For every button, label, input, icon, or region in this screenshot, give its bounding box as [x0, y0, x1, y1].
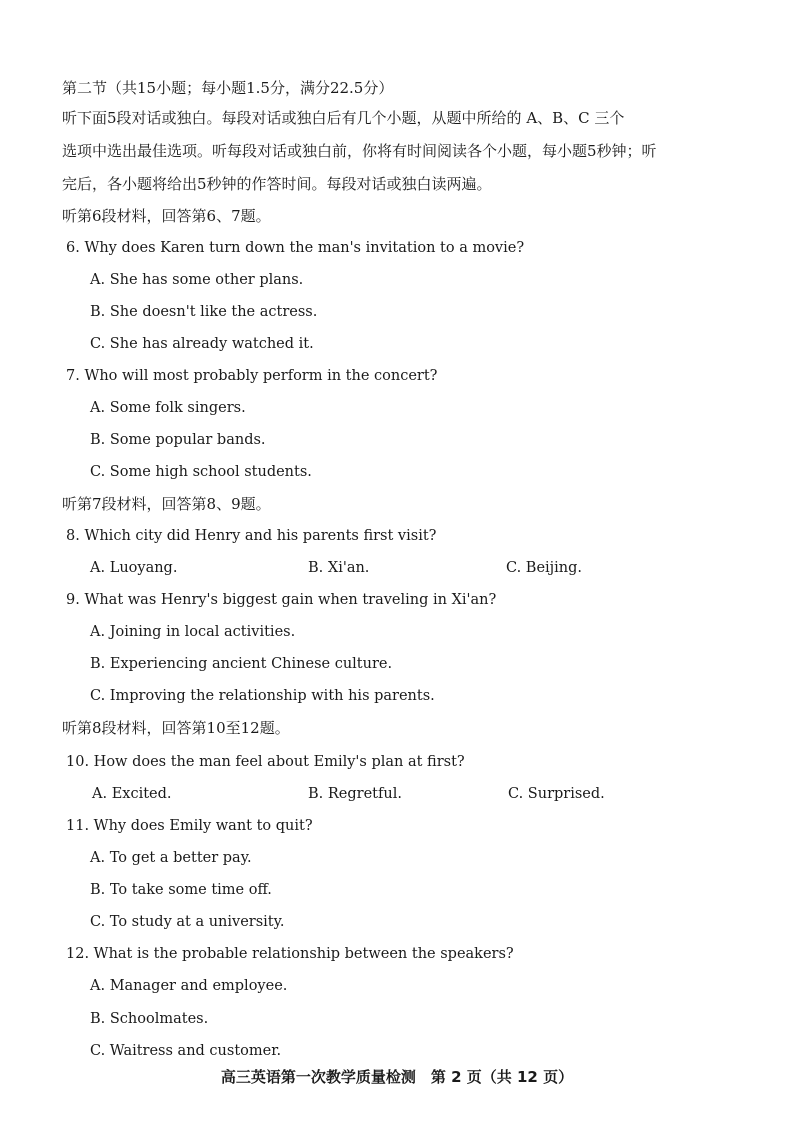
question-8-option-b: B. Xi'an. — [308, 560, 370, 576]
group-heading-8: 听第8段材料，回答第10至12题。 — [62, 719, 290, 737]
question-9-option-b: B. Experiencing ancient Chinese culture. — [90, 656, 393, 672]
question-6-option-b: B. She doesn't like the actress. — [90, 304, 318, 320]
question-9-option-c: C. Improving the relationship with his parents. — [90, 688, 435, 704]
question-10-stem: 10. How does the man feel about Emily's plan at first? — [66, 754, 465, 770]
question-12-option-c: C. Waitress and customer. — [90, 1043, 282, 1059]
section-title: 第二节（共15小题；每小题1.5分，满分22.5分） — [62, 79, 394, 97]
question-8-option-c: C. Beijing. — [506, 560, 583, 576]
group-heading-6: 听第6段材料，回答第6、7题。 — [62, 207, 271, 225]
group-heading-7: 听第7段材料，回答第8、9题。 — [62, 495, 271, 513]
question-6-option-c: C. She has already watched it. — [90, 336, 314, 352]
question-8-stem: 8. Which city did Henry and his parents first visit? — [66, 528, 437, 544]
question-7-option-a: A. Some folk singers. — [90, 400, 246, 416]
question-6-stem: 6. Why does Karen turn down the man's invitation to a movie? — [66, 240, 525, 256]
instruction-line-3: 完后，各小题将给出5秒钟的作答时间。每段对话或独白读两遍。 — [62, 175, 492, 193]
question-11-option-a: A. To get a better pay. — [90, 850, 252, 866]
question-9-option-a: A. Joining in local activities. — [90, 624, 296, 640]
question-7-option-b: B. Some popular bands. — [90, 432, 266, 448]
question-12-option-b: B. Schoolmates. — [90, 1011, 209, 1027]
question-10-option-a: A. Excited. — [92, 786, 172, 802]
instruction-line-2: 选项中选出最佳选项。听每段对话或独白前，你将有时间阅读各个小题，每小题5秒钟；听 — [62, 142, 657, 160]
question-10-option-b: B. Regretful. — [308, 786, 402, 802]
question-12-stem: 12. What is the probable relationship between the speakers? — [66, 946, 514, 962]
question-7-stem: 7. Who will most probably perform in the concert? — [66, 368, 438, 384]
question-7-option-c: C. Some high school students. — [90, 464, 312, 480]
question-6-option-a: A. She has some other plans. — [90, 272, 304, 288]
page-footer: 高三英语第一次教学质量检测 第 2 页（共 12 页） — [220, 1068, 574, 1086]
question-11-option-c: C. To study at a university. — [90, 914, 285, 930]
question-9-stem: 9. What was Henry's biggest gain when traveling in Xi'an? — [66, 592, 497, 608]
question-10-options — [90, 784, 710, 804]
instruction-line-1: 听下面5段对话或独白。每段对话或独白后有几个小题，从题中所给的 A、B、C 三个 — [62, 109, 625, 127]
question-12-option-a: A. Manager and employee. — [90, 978, 288, 994]
question-8-option-a: A. Luoyang. — [90, 560, 178, 576]
question-8-options — [90, 558, 710, 578]
question-10-option-c: C. Surprised. — [508, 786, 605, 802]
question-11-stem: 11. Why does Emily want to quit? — [66, 818, 313, 834]
question-11-option-b: B. To take some time off. — [90, 882, 272, 898]
